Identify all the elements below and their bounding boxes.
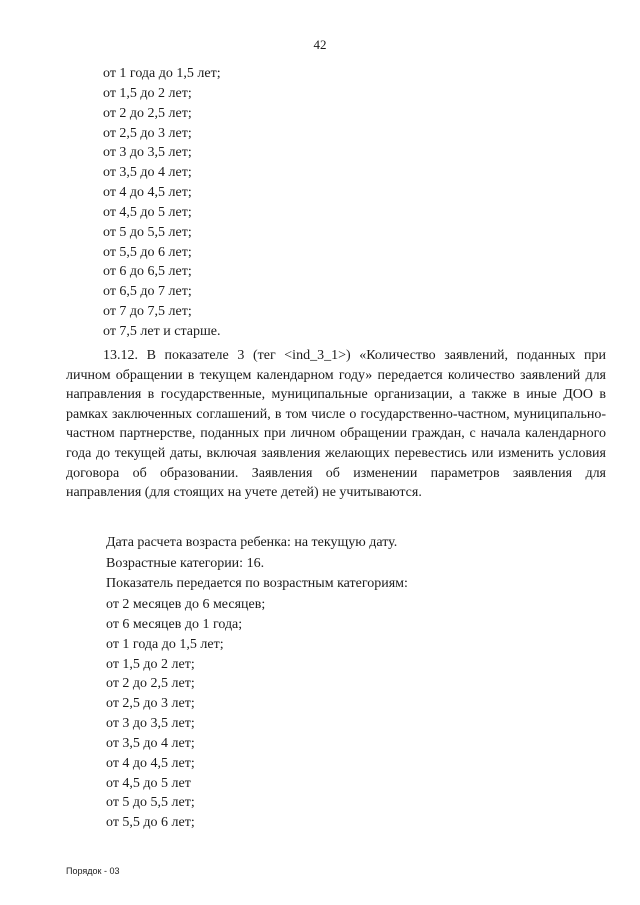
list-item: от 3 до 3,5 лет; xyxy=(106,716,195,732)
list-item: от 2,5 до 3 лет; xyxy=(106,696,195,712)
list-item: от 1 года до 1,5 лет; xyxy=(106,636,224,652)
list-item: от 2 до 2,5 лет; xyxy=(103,105,192,121)
indicator-details xyxy=(106,533,408,595)
age-category-list-top xyxy=(103,64,221,342)
list-item: от 4,5 до 5 лет xyxy=(106,775,191,791)
list-item: от 6 до 6,5 лет; xyxy=(103,264,192,280)
page-number: 42 xyxy=(313,37,327,52)
list-item: от 5 до 5,5 лет; xyxy=(106,795,195,811)
calc-date-line: Дата расчета возраста ребенка: на текущую дату. xyxy=(106,535,398,550)
document-footer: Порядок - 03 xyxy=(66,866,120,876)
list-item: от 4,5 до 5 лет; xyxy=(103,204,192,220)
categories-count-line: Возрастные категории: 16. xyxy=(106,555,265,571)
list-item: от 7,5 лет и старше. xyxy=(103,323,221,339)
list-item: от 6 месяцев до 1 года; xyxy=(106,616,243,632)
list-item: от 3 до 3,5 лет; xyxy=(103,145,192,161)
list-item: от 5 до 5,5 лет; xyxy=(103,224,192,240)
section-13-12-paragraph: 13.12. В показателе 3 (тег <ind_3_1>) «Количество заявлений, поданных при личном обращении в текущем календарном году» передается количество заявлений для направления в государственные, муниципальные организации, а также в иные ДОО в рамках заключенных соглашений, в том числе о государственно-частном, муниципально-частном партнерстве, поданных при личном обращении граждан, с начала календарного года до текущей даты, включая заявления желающих перевестись или изменить условия договора об образовании. Заявления об изменении параметров заявления для направления (для стоящих на учете детей) не учитываются. xyxy=(66,348,606,501)
list-item: от 6,5 до 7 лет; xyxy=(103,284,192,300)
list-item: от 2 месяцев до 6 месяцев; xyxy=(106,597,266,612)
list-item: от 5,5 до 6 лет; xyxy=(103,244,192,260)
list-item: от 1,5 до 2 лет; xyxy=(106,656,195,672)
list-item: от 7 до 7,5 лет; xyxy=(103,304,192,320)
list-item: от 3,5 до 4 лет; xyxy=(103,165,192,181)
age-category-list-bottom xyxy=(106,595,265,833)
list-item: от 1,5 до 2 лет; xyxy=(103,85,192,101)
list-item: от 4 до 4,5 лет; xyxy=(106,755,195,771)
list-item: от 1 года до 1,5 лет; xyxy=(103,66,221,81)
list-item: от 2 до 2,5 лет; xyxy=(106,676,195,692)
list-item: от 3,5 до 4 лет; xyxy=(106,735,195,751)
list-item: от 2,5 до 3 лет; xyxy=(103,125,192,141)
list-item: от 5,5 до 6 лет; xyxy=(106,815,195,831)
categories-intro-line: Показатель передается по возрастным категориям: xyxy=(106,576,408,591)
list-item: от 4 до 4,5 лет; xyxy=(103,185,192,201)
